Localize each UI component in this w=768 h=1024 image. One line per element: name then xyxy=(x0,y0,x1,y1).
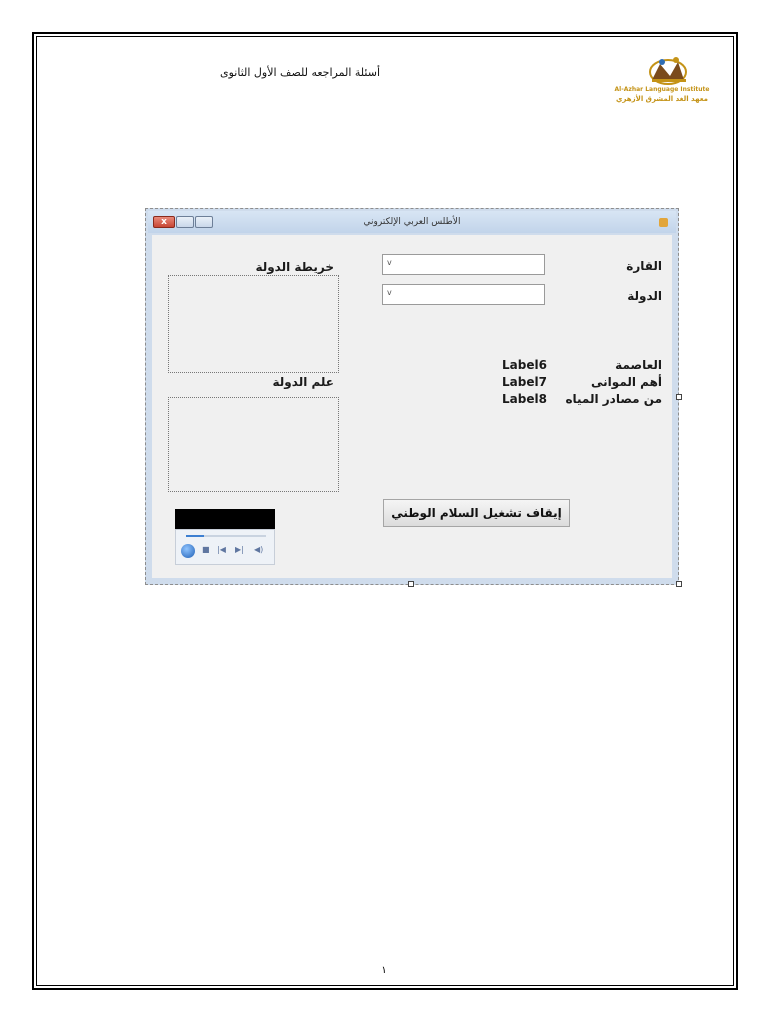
media-controls xyxy=(175,529,275,565)
close-button[interactable]: x xyxy=(153,216,175,228)
country-map-picturebox xyxy=(168,275,339,373)
app-icon xyxy=(659,218,668,227)
flag-label: علم الدولة xyxy=(272,375,334,389)
capital-value: Label6 xyxy=(502,358,547,372)
water-sources-value: Label8 xyxy=(502,392,547,406)
seek-bar[interactable] xyxy=(186,535,266,537)
country-label: الدولة xyxy=(627,289,662,303)
form-client-area xyxy=(152,235,672,578)
next-icon[interactable]: ▶| xyxy=(235,545,244,554)
window-titlebar xyxy=(148,211,676,233)
capital-label: العاصمة xyxy=(615,358,662,372)
stop-icon[interactable]: ■ xyxy=(202,545,210,554)
water-sources-label: من مصادر المياه xyxy=(565,392,662,406)
logo-emblem-icon xyxy=(590,54,730,88)
map-label: خريطة الدولة xyxy=(255,260,334,274)
logo-name-ar: معهد الغد المشرق الأزهري xyxy=(615,95,708,103)
media-screen xyxy=(175,509,275,529)
ports-label: أهم الموانى xyxy=(591,375,662,389)
continent-combobox[interactable] xyxy=(382,254,545,275)
chevron-down-icon: v xyxy=(387,288,392,297)
seek-progress xyxy=(186,535,204,537)
window-title: الأطلس العربي الإلكتروني xyxy=(363,217,461,227)
header-title: أسئلة المراجعه للصف الأول الثانوى xyxy=(220,66,380,79)
continent-label: القارة xyxy=(626,259,662,273)
play-icon[interactable] xyxy=(181,544,195,558)
country-combobox[interactable] xyxy=(382,284,545,305)
atlas-form-window xyxy=(145,208,679,585)
volume-icon[interactable]: ◀) xyxy=(254,545,264,554)
resize-handle-right[interactable] xyxy=(676,394,682,400)
previous-icon[interactable]: |◀ xyxy=(217,545,226,554)
country-flag-picturebox xyxy=(168,397,339,492)
stop-anthem-button[interactable]: إيقاف تشغيل السلام الوطني xyxy=(383,499,570,527)
logo-name-en: Al-Azhar Language Institute xyxy=(614,86,710,93)
resize-handle-bottom[interactable] xyxy=(408,581,414,587)
resize-handle-corner[interactable] xyxy=(676,581,682,587)
chevron-down-icon: v xyxy=(387,258,392,267)
page-number: ١ xyxy=(381,965,387,976)
ports-value: Label7 xyxy=(502,375,547,389)
media-player xyxy=(175,509,275,565)
institute-logo xyxy=(590,54,730,114)
